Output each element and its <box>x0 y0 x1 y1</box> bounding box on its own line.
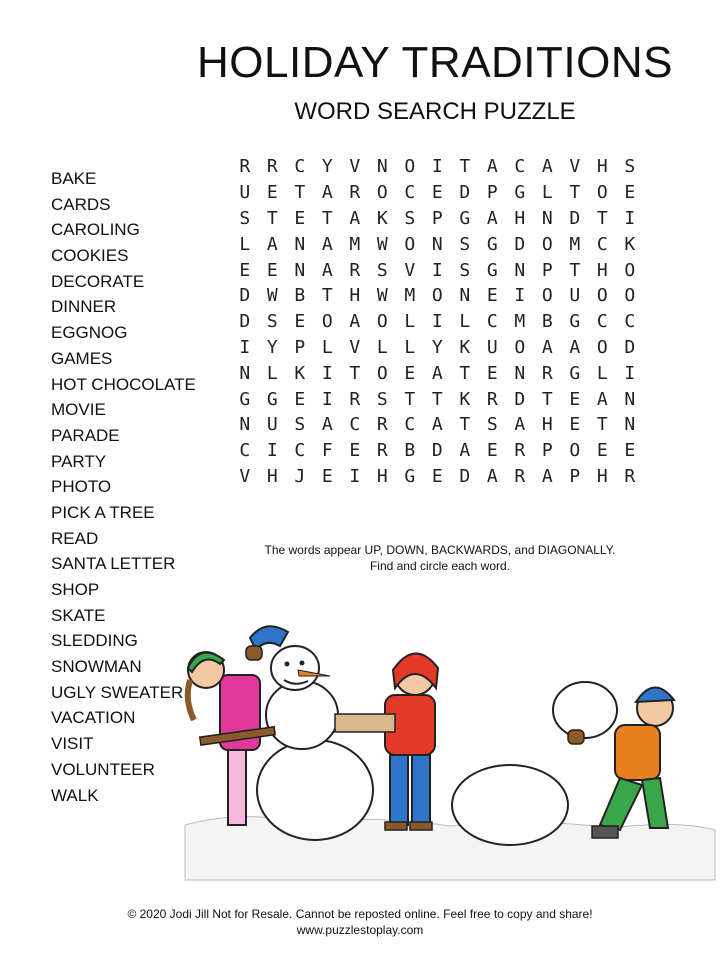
grid-letter[interactable]: T <box>404 388 416 410</box>
grid-letter[interactable]: D <box>624 336 636 358</box>
grid-letter[interactable]: P <box>569 465 581 487</box>
word-search-grid <box>231 154 644 489</box>
grid-letter[interactable]: T <box>349 362 361 384</box>
grid-letter[interactable]: P <box>541 440 553 462</box>
word-list-item: SANTA LETTER <box>51 554 176 574</box>
word-list-item: SHOP <box>51 580 100 599</box>
grid-letter[interactable]: E <box>294 311 306 333</box>
grid-letter[interactable]: S <box>486 414 498 436</box>
grid-letter[interactable]: T <box>596 414 608 436</box>
grid-letter[interactable]: L <box>266 362 278 384</box>
grid-row <box>231 231 644 257</box>
word-list-item: PHOTO <box>51 477 112 497</box>
grid-letter[interactable]: L <box>541 182 553 204</box>
grid-letter[interactable]: C <box>294 440 306 462</box>
rolling-snowball <box>452 765 568 845</box>
grid-letter[interactable]: Y <box>431 336 443 358</box>
grid-letter[interactable]: G <box>569 362 581 384</box>
grid-letter[interactable]: E <box>321 465 333 487</box>
grid-letter[interactable]: E <box>486 362 498 384</box>
grid-letter[interactable]: C <box>294 156 306 178</box>
grid-letter[interactable]: N <box>459 285 471 307</box>
instructions <box>230 542 650 574</box>
word-list-item: CAROLING <box>51 220 140 240</box>
grid-letter[interactable]: J <box>294 465 306 487</box>
grid-letter[interactable]: H <box>596 465 608 487</box>
grid-letter[interactable]: H <box>349 285 361 307</box>
grid-row <box>231 386 644 412</box>
grid-letter[interactable]: O <box>624 285 636 307</box>
grid-row <box>231 335 644 361</box>
grid-letter[interactable]: K <box>459 388 471 410</box>
grid-letter[interactable]: A <box>349 207 361 229</box>
grid-letter[interactable]: O <box>596 336 608 358</box>
grid-letter[interactable]: L <box>239 233 251 255</box>
grid-letter[interactable]: B <box>541 311 553 333</box>
grid-letter[interactable]: V <box>349 156 361 178</box>
grid-letter[interactable]: R <box>376 414 388 436</box>
grid-letter[interactable]: A <box>486 465 498 487</box>
word-list-item: PARTY <box>51 451 107 471</box>
grid-letter[interactable]: I <box>624 362 636 384</box>
grid-letter[interactable]: E <box>596 440 608 462</box>
grid-letter[interactable]: R <box>349 259 361 281</box>
word-list <box>51 166 196 808</box>
grid-letter[interactable]: O <box>596 182 608 204</box>
grid-letter[interactable]: A <box>541 336 553 358</box>
grid-letter[interactable]: R <box>514 465 526 487</box>
grid-letter[interactable]: E <box>431 182 443 204</box>
snow-scene-illustration <box>180 590 720 890</box>
grid-letter[interactable]: N <box>294 259 306 281</box>
grid-letter[interactable]: T <box>569 259 581 281</box>
word-list-item: PARADE <box>51 425 120 445</box>
grid-letter[interactable]: H <box>514 207 526 229</box>
grid-letter[interactable]: E <box>404 362 416 384</box>
grid-letter[interactable]: S <box>404 207 416 229</box>
grid-letter[interactable]: N <box>624 388 636 410</box>
grid-letter[interactable]: U <box>239 182 251 204</box>
grid-letter[interactable]: T <box>541 388 553 410</box>
grid-letter[interactable]: K <box>624 233 636 255</box>
grid-letter[interactable]: G <box>514 182 526 204</box>
word-list-item: VACATION <box>51 708 136 728</box>
grid-letter[interactable]: I <box>431 259 443 281</box>
website-link[interactable]: www.puzzlestoplay.com <box>296 923 424 937</box>
grid-letter[interactable]: N <box>514 259 526 281</box>
grid-letter[interactable]: O <box>431 285 443 307</box>
grid-letter[interactable]: S <box>459 233 471 255</box>
grid-letter[interactable]: I <box>321 362 333 384</box>
grid-letter[interactable]: L <box>459 311 471 333</box>
grid-letter[interactable]: B <box>404 440 416 462</box>
word-list-item: DECORATE <box>51 271 145 291</box>
grid-letter[interactable]: I <box>321 388 333 410</box>
word-list-item: HOT CHOCOLATE <box>51 374 196 394</box>
grid-letter[interactable]: T <box>431 388 443 410</box>
grid-row <box>231 180 644 206</box>
grid-letter[interactable]: O <box>376 311 388 333</box>
grid-letter[interactable]: O <box>624 259 636 281</box>
grid-letter[interactable]: D <box>239 311 251 333</box>
grid-letter[interactable]: O <box>321 311 333 333</box>
grid-letter[interactable]: T <box>596 207 608 229</box>
grid-letter[interactable]: E <box>486 440 498 462</box>
grid-letter[interactable]: P <box>486 182 498 204</box>
grid-letter[interactable]: S <box>266 311 278 333</box>
grid-letter[interactable]: O <box>541 233 553 255</box>
grid-letter[interactable]: R <box>541 362 553 384</box>
grid-letter[interactable]: L <box>404 311 416 333</box>
grid-letter[interactable]: C <box>486 311 498 333</box>
grid-letter[interactable]: O <box>541 285 553 307</box>
grid-letter[interactable]: T <box>294 182 306 204</box>
grid-letter[interactable]: C <box>596 233 608 255</box>
grid-letter[interactable]: R <box>624 465 636 487</box>
grid-letter[interactable]: U <box>266 414 278 436</box>
grid-letter[interactable]: C <box>239 440 251 462</box>
snowman <box>257 646 373 840</box>
word-list-item: CARDS <box>51 194 111 214</box>
grid-letter[interactable]: V <box>239 465 251 487</box>
grid-letter[interactable]: T <box>459 362 471 384</box>
grid-letter[interactable]: E <box>431 465 443 487</box>
grid-letter[interactable]: G <box>569 311 581 333</box>
grid-letter[interactable]: O <box>596 285 608 307</box>
grid-letter[interactable]: C <box>404 182 416 204</box>
grid-letter[interactable]: I <box>624 207 636 229</box>
grid-letter[interactable]: S <box>376 259 388 281</box>
word-list-item: READ <box>51 528 99 548</box>
grid-letter[interactable]: I <box>431 156 443 178</box>
grid-letter[interactable]: M <box>404 285 416 307</box>
grid-letter[interactable]: T <box>569 182 581 204</box>
grid-letter[interactable]: A <box>431 414 443 436</box>
grid-row <box>231 412 644 438</box>
grid-letter[interactable]: D <box>514 388 526 410</box>
grid-letter[interactable]: P <box>541 259 553 281</box>
grid-letter[interactable]: D <box>239 285 251 307</box>
grid-letter[interactable]: T <box>321 207 333 229</box>
grid-letter[interactable]: L <box>376 336 388 358</box>
instructions-line-1: The words appear UP, DOWN, BACKWARDS, and DIAGONALLY. <box>264 543 616 557</box>
grid-letter[interactable]: R <box>486 388 498 410</box>
grid-letter[interactable]: I <box>239 336 251 358</box>
grid-letter[interactable]: R <box>376 440 388 462</box>
grid-letter[interactable]: E <box>569 414 581 436</box>
grid-letter[interactable]: V <box>349 336 361 358</box>
grid-letter[interactable]: R <box>239 156 251 178</box>
grid-letter[interactable]: H <box>596 156 608 178</box>
grid-letter[interactable]: D <box>431 440 443 462</box>
grid-letter[interactable]: E <box>294 388 306 410</box>
grid-letter[interactable]: Y <box>321 156 333 178</box>
grid-row <box>231 257 644 283</box>
grid-letter[interactable]: S <box>459 259 471 281</box>
word-list-item: SLEDDING <box>51 631 138 651</box>
grid-row <box>231 360 644 386</box>
grid-letter[interactable]: A <box>596 388 608 410</box>
grid-letter[interactable]: S <box>294 414 306 436</box>
grid-row <box>231 464 644 490</box>
boy-orange-figure <box>553 682 674 838</box>
grid-letter[interactable]: D <box>514 233 526 255</box>
grid-letter[interactable]: C <box>514 156 526 178</box>
grid-letter[interactable]: K <box>376 207 388 229</box>
grid-letter[interactable]: R <box>266 156 278 178</box>
grid-letter[interactable]: O <box>376 182 388 204</box>
grid-letter[interactable]: C <box>596 311 608 333</box>
grid-letter[interactable]: E <box>486 285 498 307</box>
grid-letter[interactable]: V <box>569 156 581 178</box>
grid-letter[interactable]: N <box>239 362 251 384</box>
word-list-item: GAMES <box>51 348 113 368</box>
grid-letter[interactable]: N <box>541 207 553 229</box>
grid-letter[interactable]: E <box>624 182 636 204</box>
grid-letter[interactable]: E <box>624 440 636 462</box>
instructions-line-2: Find and circle each word. <box>369 559 511 573</box>
grid-letter[interactable]: A <box>569 336 581 358</box>
grid-letter[interactable]: T <box>266 207 278 229</box>
grid-letter[interactable]: H <box>376 465 388 487</box>
word-list-item: BAKE <box>51 169 97 188</box>
grid-letter[interactable]: O <box>514 336 526 358</box>
grid-letter[interactable]: W <box>266 285 278 307</box>
grid-letter[interactable]: A <box>514 414 526 436</box>
grid-letter[interactable]: N <box>376 156 388 178</box>
grid-letter[interactable]: M <box>514 311 526 333</box>
grid-row <box>231 283 644 309</box>
grid-letter[interactable]: D <box>569 207 581 229</box>
grid-letter[interactable]: G <box>459 207 471 229</box>
grid-row <box>231 206 644 232</box>
grid-letter[interactable]: N <box>514 362 526 384</box>
grid-letter[interactable]: R <box>349 182 361 204</box>
grid-letter[interactable]: U <box>486 336 498 358</box>
grid-row <box>231 309 644 335</box>
grid-letter[interactable]: A <box>349 311 361 333</box>
grid-letter[interactable]: G <box>239 388 251 410</box>
grid-letter[interactable]: A <box>321 259 333 281</box>
grid-letter[interactable]: S <box>239 207 251 229</box>
word-list-item: SKATE <box>51 605 106 625</box>
footer <box>0 906 720 938</box>
grid-letter[interactable]: H <box>596 259 608 281</box>
grid-letter[interactable]: H <box>541 414 553 436</box>
grid-row <box>231 438 644 464</box>
grid-letter[interactable]: W <box>376 233 388 255</box>
grid-letter[interactable]: G <box>486 233 498 255</box>
word-list-item: VISIT <box>51 734 94 754</box>
grid-letter[interactable]: N <box>431 233 443 255</box>
grid-letter[interactable]: C <box>404 414 416 436</box>
grid-letter[interactable]: O <box>376 362 388 384</box>
grid-letter[interactable]: N <box>239 414 251 436</box>
grid-letter[interactable]: C <box>624 311 636 333</box>
grid-letter[interactable]: I <box>431 311 443 333</box>
grid-letter[interactable]: C <box>349 414 361 436</box>
grid-letter[interactable]: A <box>486 207 498 229</box>
grid-letter[interactable]: E <box>266 259 278 281</box>
grid-letter[interactable]: A <box>541 156 553 178</box>
grid-letter[interactable]: O <box>404 156 416 178</box>
grid-letter[interactable]: T <box>459 414 471 436</box>
page-subtitle: WORD SEARCH PUZZLE <box>294 98 576 125</box>
snow-ground <box>185 817 715 880</box>
grid-letter[interactable]: E <box>569 388 581 410</box>
grid-letter[interactable]: E <box>294 207 306 229</box>
word-list-item: WALK <box>51 785 99 805</box>
word-list-item: VOLUNTEER <box>51 759 155 779</box>
grid-letter[interactable]: T <box>321 285 333 307</box>
grid-letter[interactable]: A <box>266 233 278 255</box>
grid-letter[interactable]: I <box>349 465 361 487</box>
word-list-item: DINNER <box>51 297 117 317</box>
word-list-item: SNOWMAN <box>51 657 142 677</box>
grid-letter[interactable]: G <box>486 259 498 281</box>
grid-letter[interactable]: S <box>376 388 388 410</box>
grid-row <box>231 154 644 180</box>
word-list-item: EGGNOG <box>51 323 128 343</box>
grid-letter[interactable]: A <box>486 156 498 178</box>
grid-letter[interactable]: A <box>321 414 333 436</box>
grid-letter[interactable]: L <box>404 336 416 358</box>
grid-letter[interactable]: K <box>459 336 471 358</box>
grid-letter[interactable]: F <box>321 440 333 462</box>
grid-letter[interactable]: K <box>294 362 306 384</box>
grid-letter[interactable]: O <box>569 440 581 462</box>
word-list-item: PICK A TREE <box>51 502 155 522</box>
grid-letter[interactable]: D <box>459 465 471 487</box>
grid-letter[interactable]: M <box>349 233 361 255</box>
grid-letter[interactable]: N <box>624 414 636 436</box>
grid-letter[interactable]: H <box>266 465 278 487</box>
grid-letter[interactable]: A <box>541 465 553 487</box>
grid-letter[interactable]: P <box>431 207 443 229</box>
page-title: HOLIDAY TRADITIONS <box>197 38 673 87</box>
grid-letter[interactable]: A <box>321 233 333 255</box>
grid-letter[interactable]: T <box>459 156 471 178</box>
grid-letter[interactable]: D <box>459 182 471 204</box>
grid-letter[interactable]: E <box>349 440 361 462</box>
grid-letter[interactable]: G <box>266 388 278 410</box>
grid-letter[interactable]: U <box>569 285 581 307</box>
grid-letter[interactable]: A <box>459 440 471 462</box>
grid-letter[interactable]: G <box>404 465 416 487</box>
grid-letter[interactable]: W <box>376 285 388 307</box>
word-list-item: MOVIE <box>51 400 106 420</box>
grid-letter[interactable]: V <box>404 259 416 281</box>
grid-letter[interactable]: R <box>514 440 526 462</box>
grid-letter[interactable]: L <box>321 336 333 358</box>
grid-letter[interactable]: E <box>239 259 251 281</box>
grid-letter[interactable]: Y <box>266 336 278 358</box>
grid-letter[interactable]: R <box>349 388 361 410</box>
word-list-item: COOKIES <box>51 246 129 266</box>
grid-letter[interactable]: M <box>569 233 581 255</box>
word-list-item: UGLY SWEATER <box>51 682 184 702</box>
grid-letter[interactable]: P <box>294 336 306 358</box>
grid-letter[interactable]: A <box>431 362 443 384</box>
grid-letter[interactable]: S <box>624 156 636 178</box>
copyright-text: © 2020 Jodi Jill Not for Resale. Cannot be reposted online. Feel free to copy and share! <box>127 907 593 921</box>
grid-letter[interactable]: I <box>266 440 278 462</box>
grid-letter[interactable]: B <box>294 285 306 307</box>
grid-letter[interactable]: O <box>404 233 416 255</box>
grid-letter[interactable]: I <box>514 285 526 307</box>
grid-letter[interactable]: L <box>596 362 608 384</box>
grid-letter[interactable]: E <box>266 182 278 204</box>
grid-letter[interactable]: A <box>321 182 333 204</box>
grid-letter[interactable]: N <box>294 233 306 255</box>
